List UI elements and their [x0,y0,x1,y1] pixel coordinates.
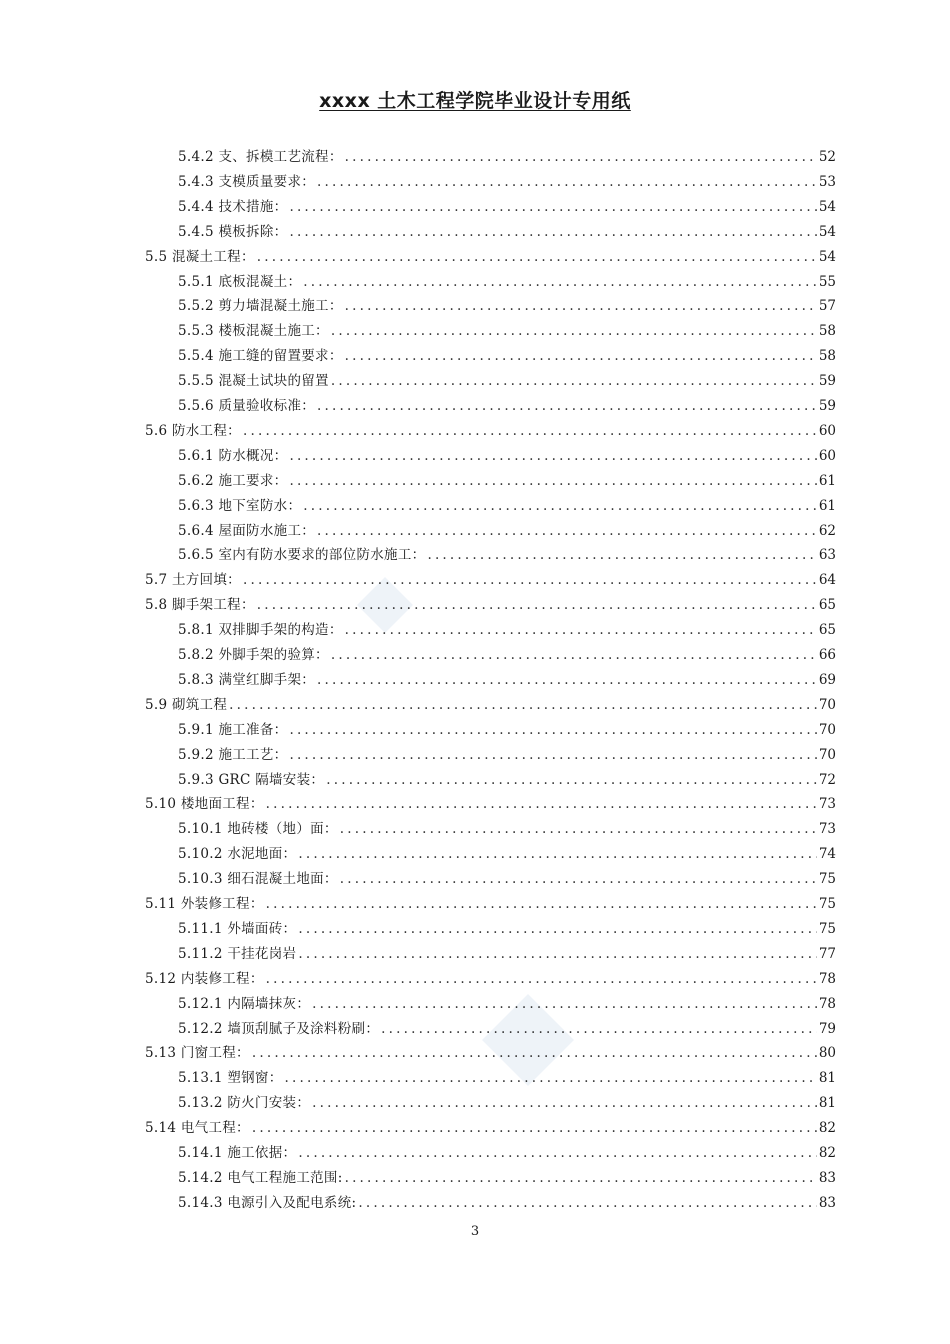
toc-entry-title: 5.5.6 质量验收标准： [178,398,316,414]
toc-entry-title: 5.5.2 剪力墙混凝土施工： [178,298,343,315]
toc-entry-title: 5.12.2 墙顶刮腻子及涂料粉刷： [178,1020,380,1037]
toc-entry-title: 5.5 混凝土工程： [145,248,255,265]
toc-entry[interactable] [178,444,836,468]
toc-entry-title: 5.12 内装修工程： [145,970,264,987]
toc-dot-leader [289,444,816,468]
toc-entry[interactable] [145,1041,836,1065]
toc-entry[interactable] [178,992,836,1016]
toc-entry[interactable] [178,867,836,891]
toc-entry-title: 5.13 门窗工程： [145,1045,250,1062]
toc-entry-page: 70 [818,721,836,738]
toc-entry-title: 5.9.3 GRC 隔墙安装： [178,771,325,788]
toc-entry-page: 58 [818,348,836,365]
toc-entry[interactable] [178,319,836,343]
toc-entry[interactable] [145,693,836,717]
toc-dot-leader [289,718,816,742]
toc-entry[interactable] [178,1191,836,1215]
toc-entry[interactable] [178,344,836,368]
toc-dot-leader [298,1141,816,1165]
toc-entry-title: 5.10.2 水泥地面： [178,846,297,863]
toc-dot-leader [326,768,817,792]
toc-entry-title: 5.9.1 施工准备： [178,721,288,738]
toc-entry-page: 54 [818,223,836,240]
toc-dot-leader [303,494,817,518]
toc-entry-page: 65 [818,622,836,639]
toc-dot-leader [345,618,817,642]
toc-dot-leader [312,1091,817,1115]
toc-dot-leader [331,369,817,393]
toc-entry-page: 69 [818,671,836,688]
toc-entry-title: 5.9.2 施工工艺： [178,746,288,763]
toc-entry[interactable] [178,743,836,767]
toc-dot-leader [345,1166,817,1190]
toc-entry-title: 5.4.3 支模质量要求： [178,173,316,190]
toc-dot-leader [243,419,817,443]
toc-entry-page: 80 [818,1045,836,1062]
toc-entry-title: 5.7 土方回填： [145,572,241,589]
toc-entry[interactable] [178,170,836,194]
toc-entry[interactable] [145,1116,836,1140]
toc-entry[interactable] [145,419,836,443]
toc-dot-leader [345,145,817,169]
toc-entry-title: 5.14 电气工程： [145,1120,250,1137]
toc-dot-leader [298,842,816,866]
toc-entry-title: 5.6.3 地下室防水： [178,497,302,514]
toc-entry[interactable] [178,618,836,642]
toc-dot-leader [229,693,817,717]
toc-entry-page: 82 [818,1120,836,1137]
toc-entry-title: 5.11.1 外墙面砖： [178,920,297,937]
toc-entry-title: 5.8 脚手架工程： [145,597,255,614]
toc-entry-page: 53 [818,173,836,190]
toc-entry[interactable] [178,220,836,244]
toc-dot-leader [252,1041,817,1065]
toc-entry-title: 5.6 防水工程： [145,422,241,439]
toc-entry-page: 77 [818,945,836,962]
toc-entry-page: 70 [818,746,836,763]
toc-entry-title: 5.14.1 施工依据： [178,1145,297,1161]
toc-entry[interactable] [178,817,836,841]
toc-entry[interactable] [178,469,836,493]
toc-entry-title: 5.9 砌筑工程 [145,696,228,713]
toc-entry-title: 5.8.2 外脚手架的验算： [178,647,329,663]
toc-entry-title: 5.4.2 支、拆模工艺流程： [178,149,343,165]
toc-entry-title: 5.11.2 干挂花岗岩 [178,945,297,962]
toc-entry[interactable] [178,494,836,518]
toc-entry[interactable] [178,394,836,418]
toc-dot-leader [298,917,816,941]
toc-dot-leader [266,967,817,991]
toc-entry-page: 63 [818,547,836,564]
toc-entry[interactable] [178,917,836,941]
toc-entry[interactable] [178,842,836,866]
toc-dot-leader [289,220,816,244]
toc-entry[interactable] [178,145,836,169]
toc-entry-page: 73 [818,796,836,813]
toc-entry[interactable] [178,195,836,219]
toc-entry[interactable] [145,892,836,916]
toc-entry[interactable] [178,1091,836,1115]
toc-dot-leader [427,543,816,567]
toc-entry-title: 5.10 楼地面工程： [145,796,264,813]
toc-entry-page: 54 [818,198,836,215]
toc-entry-title: 5.6.5 室内有防水要求的部位防水施工： [178,547,426,564]
toc-entry-page: 65 [818,597,836,614]
toc-dot-leader [289,469,816,493]
toc-entry-title: 5.5.3 楼板混凝土施工： [178,323,329,340]
page-title: xxxx 土木工程学院毕业设计专用纸 [319,90,631,112]
toc-entry-page: 73 [818,821,836,838]
toc-entry[interactable] [178,768,836,792]
toc-entry-page: 75 [818,920,836,937]
toc-dot-leader [285,1066,817,1090]
toc-entry-page: 58 [818,323,836,340]
toc-dot-leader [298,942,816,966]
toc-dot-leader [252,1116,817,1140]
toc-entry-page: 72 [818,771,836,788]
toc-entry-title: 5.4.4 技术措施： [178,198,288,215]
toc-dot-leader [381,1017,817,1041]
toc-dot-leader [317,519,817,543]
toc-entry-title: 5.8.3 满堂红脚手架： [178,671,316,688]
toc-entry[interactable] [178,942,836,966]
toc-dot-leader [257,245,817,269]
toc-entry-title: 5.5.1 底板混凝土： [178,273,302,290]
toc-entry[interactable] [145,967,836,991]
toc-entry-page: 57 [818,298,836,315]
toc-entry-page: 82 [818,1145,836,1161]
toc-entry-title: 5.11 外装修工程： [145,896,264,912]
toc-entry-title: 5.10.1 地砖楼（地）面： [178,821,338,838]
toc-entry-page: 78 [818,970,836,987]
toc-dot-leader [345,344,817,368]
toc-dot-leader [340,817,817,841]
toc-entry-page: 62 [818,522,836,539]
toc-entry-title: 5.6.4 屋面防水施工： [178,522,316,539]
toc-dot-leader [266,892,817,916]
toc-entry-title: 5.6.1 防水概况： [178,447,288,464]
toc-dot-leader [358,1191,816,1215]
toc-entry-page: 60 [818,422,836,439]
toc-dot-leader [340,867,817,891]
toc-entry-page: 61 [818,472,836,489]
toc-dot-leader [345,294,817,318]
toc-entry[interactable] [178,369,836,393]
toc-entry[interactable] [178,1017,836,1041]
toc-dot-leader [243,568,817,592]
toc-dot-leader [331,319,817,343]
toc-entry-page: 61 [818,497,836,514]
toc-entry-title: 5.4.5 模板拆除： [178,223,288,240]
toc-entry-page: 83 [818,1194,836,1211]
page-number: 3 [470,1224,480,1239]
toc-entry-page: 55 [818,273,836,290]
toc-entry-title: 5.5.5 混凝土试块的留置 [178,373,329,390]
toc-entry-page: 79 [818,1020,836,1037]
toc-entry[interactable] [178,1066,836,1090]
toc-entry-page: 70 [818,696,836,713]
toc-entry-title: 5.14.2 电气工程施工范围: [178,1169,343,1186]
toc-entry[interactable] [178,1141,836,1165]
toc-entry[interactable] [178,643,836,667]
toc-entry-title: 5.6.2 施工要求： [178,472,288,489]
toc-entry[interactable] [178,718,836,742]
toc-dot-leader [317,170,817,194]
toc-entry[interactable] [145,568,836,592]
toc-entry-page: 83 [818,1169,836,1186]
toc-entry-page: 54 [818,248,836,265]
toc-entry[interactable] [145,245,836,269]
toc-entry-page: 64 [818,572,836,589]
toc-entry-page: 78 [818,995,836,1012]
toc-entry-title: 5.13.2 防火门安装： [178,1095,311,1112]
toc-entry-page: 75 [818,896,836,912]
toc-entry[interactable] [178,1166,836,1190]
toc-entry-page: 75 [818,871,836,888]
toc-entry-title: 5.10.3 细石混凝土地面： [178,871,338,888]
toc-dot-leader [303,270,817,294]
toc-entry-title: 5.8.1 双排脚手架的构造： [178,622,343,639]
toc-entry-page: 81 [818,1070,836,1087]
toc-entry-page: 59 [818,398,836,414]
toc-dot-leader [317,394,817,418]
toc-entry[interactable] [178,519,836,543]
toc-entry-title: 5.13.1 塑钢窗： [178,1070,283,1087]
toc-entry-page: 74 [818,846,836,863]
toc-entry[interactable] [178,294,836,318]
toc-entry-page: 66 [818,647,836,663]
toc-entry[interactable] [178,543,836,567]
toc-entry-title: 5.5.4 施工缝的留置要求： [178,348,343,365]
toc-dot-leader [289,195,816,219]
toc-entry-title: 5.14.3 电源引入及配电系统: [178,1194,357,1211]
toc-dot-leader [331,643,817,667]
toc-dot-leader [317,668,817,692]
toc-entry-page: 60 [818,447,836,464]
toc-entry-page: 52 [818,149,836,165]
toc-entry-page: 59 [818,373,836,390]
toc-entry[interactable] [178,270,836,294]
toc-entry-page: 81 [818,1095,836,1112]
toc-dot-leader [266,792,817,816]
toc-dot-leader [312,992,817,1016]
toc-entry[interactable] [145,593,836,617]
toc-dot-leader [289,743,816,767]
toc-dot-leader [257,593,817,617]
toc-entry[interactable] [178,668,836,692]
toc-entry-title: 5.12.1 内隔墙抹灰： [178,995,311,1012]
toc-entry[interactable] [145,792,836,816]
